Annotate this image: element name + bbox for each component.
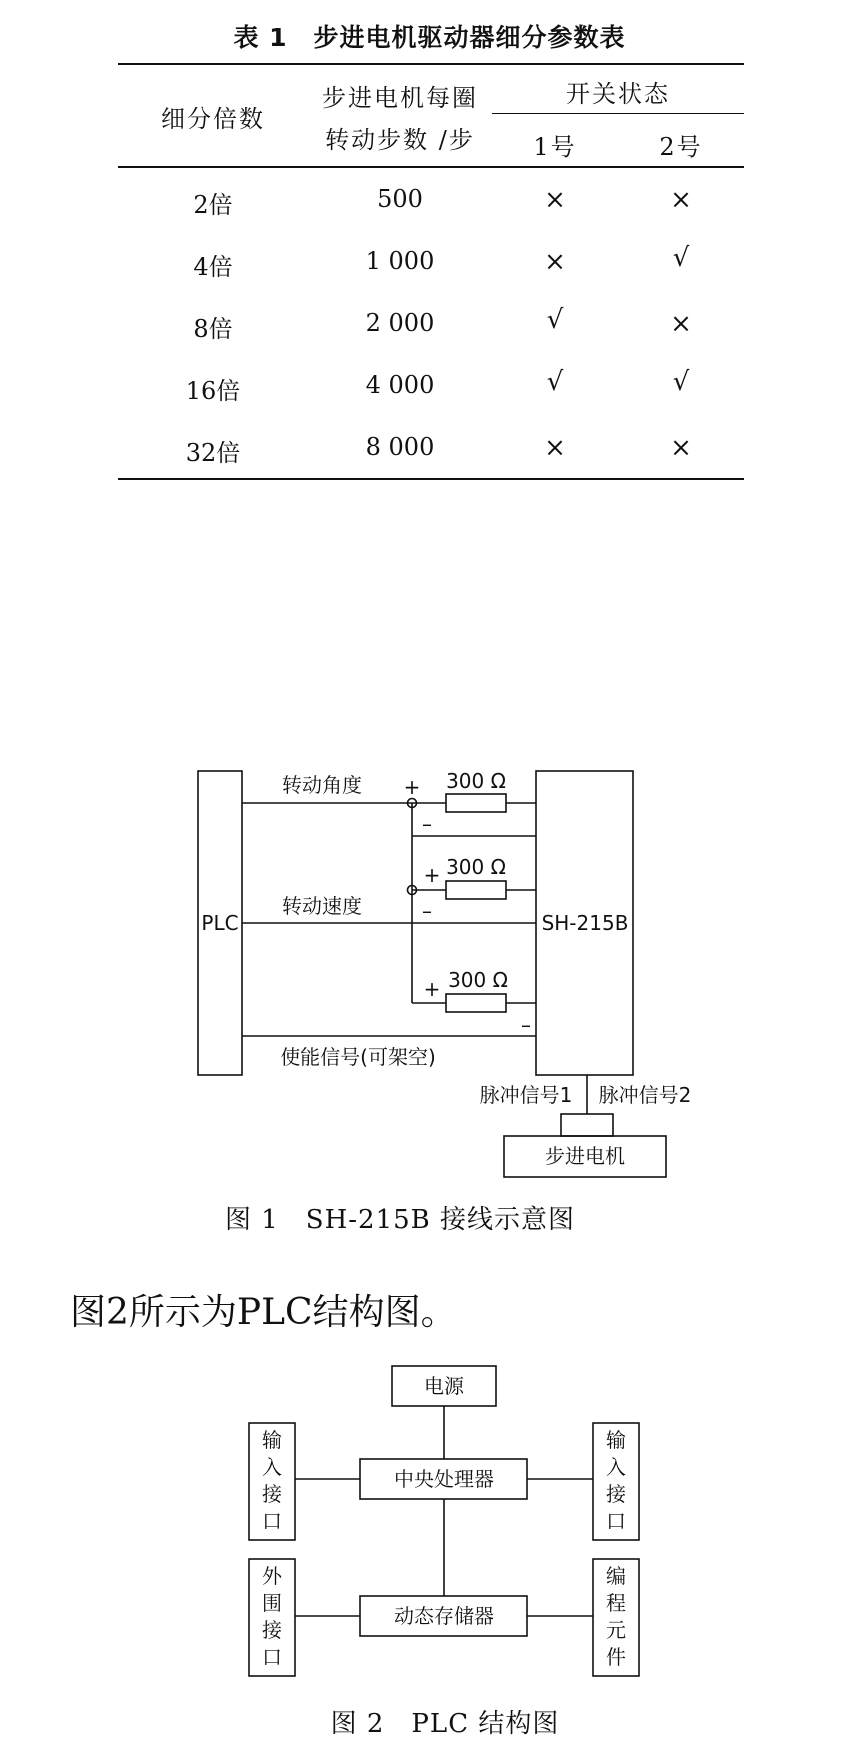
cell-switch-2: × <box>670 433 692 463</box>
pulse-signal-1: 脉冲信号1 <box>479 1083 573 1107</box>
table-group-rule <box>492 113 744 114</box>
plus-sign-3: + <box>423 977 441 1001</box>
table-bottom-rule <box>118 478 744 480</box>
table-top-rule <box>118 63 744 65</box>
motor-label: 步进电机 <box>545 1144 625 1168</box>
header-steps-line1: 步进电机每圈 <box>322 84 478 112</box>
peripheral-label: 外围接口 <box>262 1564 282 1669</box>
cell-steps: 4 000 <box>365 371 435 399</box>
plc-label: PLC <box>201 911 239 935</box>
cell-switch-2: × <box>670 309 692 339</box>
cell-switch-1: × <box>544 185 566 215</box>
cell-factor: 8倍 <box>193 315 233 343</box>
memory-label: 动态存储器 <box>394 1604 494 1628</box>
cell-switch-1: √ <box>546 305 564 335</box>
plc-structure-diagram <box>0 1355 859 1690</box>
cell-switch-1: × <box>544 433 566 463</box>
enable-label: 使能信号(可架空) <box>280 1045 436 1069</box>
cell-factor: 32倍 <box>185 439 241 467</box>
cell-steps: 2 000 <box>365 309 435 337</box>
figure1-caption: 图 1 SH-215B 接线示意图 <box>224 1205 576 1235</box>
angle-label: 转动角度 <box>282 773 362 797</box>
header-switch-2: 2号 <box>659 133 703 161</box>
table-title: 表 1 步进电机驱动器细分参数表 <box>233 23 626 52</box>
cell-factor: 2倍 <box>193 191 233 219</box>
input-left-label: 输入接口 <box>262 1428 282 1533</box>
resistor-label-1: 300 Ω <box>446 769 506 793</box>
power-label: 电源 <box>424 1374 464 1398</box>
cell-steps: 1 000 <box>365 247 435 275</box>
minus-sign-2: – <box>422 899 432 923</box>
body-paragraph: 图2所示为PLC结构图。 <box>70 1292 457 1333</box>
plus-sign-1: + <box>403 775 421 799</box>
resistor-3 <box>446 994 506 1012</box>
wiring-diagram <box>0 740 859 1190</box>
header-switch-state: 开关状态 <box>566 80 670 108</box>
plus-sign-2: + <box>423 863 441 887</box>
cell-steps: 8 000 <box>365 433 435 461</box>
cell-factor: 16倍 <box>185 377 241 405</box>
cell-switch-1: √ <box>546 367 564 397</box>
resistor-label-3: 300 Ω <box>448 968 508 992</box>
motor-connector <box>561 1114 613 1136</box>
cell-steps: 500 <box>377 185 423 213</box>
resistor-1 <box>446 794 506 812</box>
header-subdivision: 细分倍数 <box>161 105 265 133</box>
minus-sign-3: – <box>521 1013 531 1037</box>
minus-sign-1: – <box>422 812 432 836</box>
resistor-2 <box>446 881 506 899</box>
header-switch-1: 1号 <box>533 133 577 161</box>
resistor-label-2: 300 Ω <box>446 855 506 879</box>
cell-switch-2: √ <box>672 367 690 397</box>
cell-factor: 4倍 <box>193 253 233 281</box>
table-header-rule <box>118 166 744 168</box>
pulse-signal-2: 脉冲信号2 <box>598 1083 692 1107</box>
driver-label: SH-215B <box>541 911 629 935</box>
speed-label: 转动速度 <box>282 894 362 918</box>
cell-switch-2: × <box>670 185 692 215</box>
cell-switch-2: √ <box>672 243 690 273</box>
cpu-label: 中央处理器 <box>394 1467 494 1491</box>
figure2-caption: 图 2 PLC 结构图 <box>330 1709 560 1739</box>
cell-switch-1: × <box>544 247 566 277</box>
programming-label: 编程元件 <box>606 1564 626 1669</box>
input-right-label: 输入接口 <box>606 1428 626 1533</box>
header-steps-line2: 转动步数 /步 <box>325 126 475 154</box>
